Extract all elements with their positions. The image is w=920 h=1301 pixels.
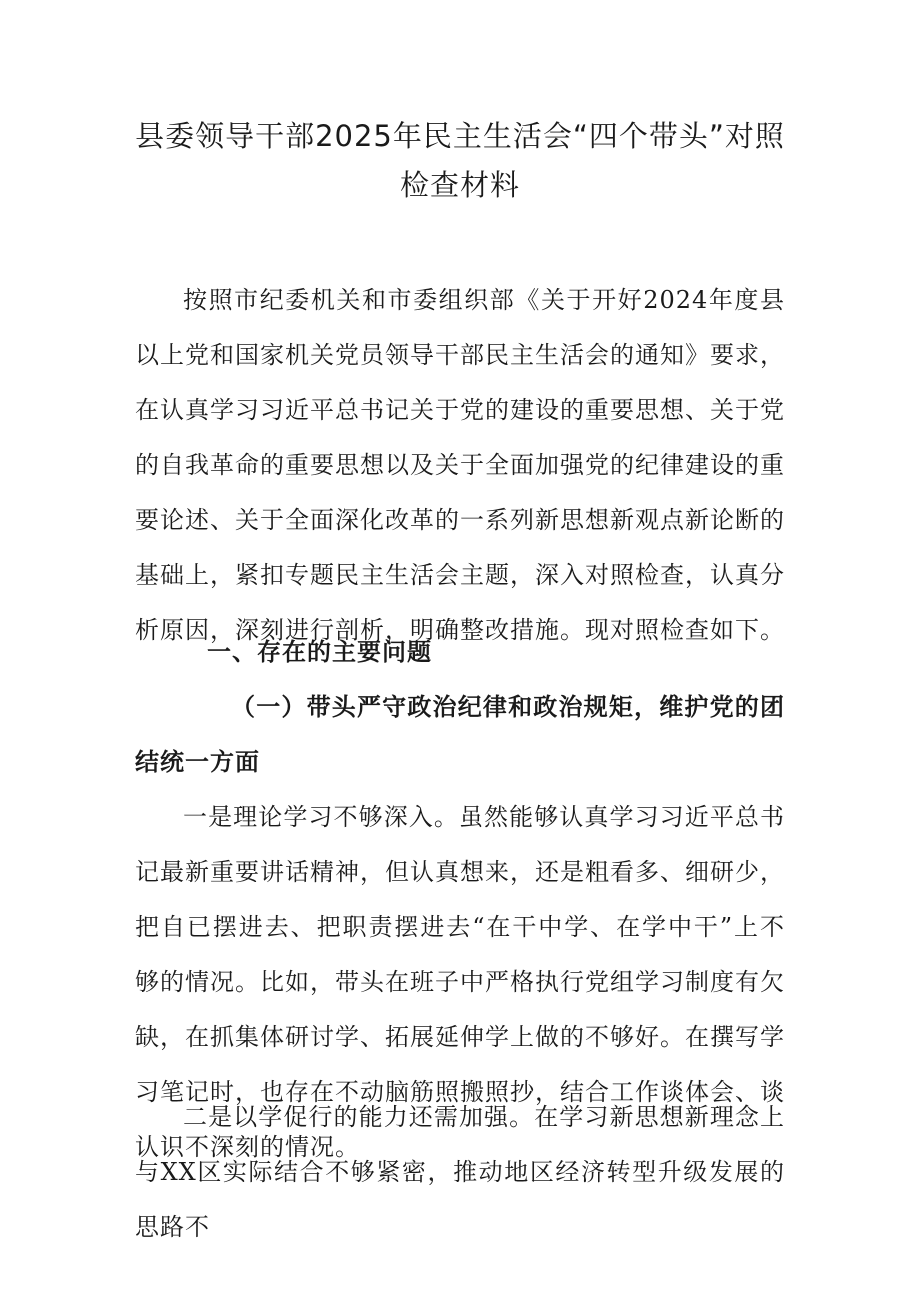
subsection-heading: （一）带头严守政治纪律和政治规矩，维护党的团结统一方面	[135, 693, 785, 776]
document-title-line-2: 检查材料	[399, 168, 520, 202]
section-heading: 一、存在的主要问题	[207, 638, 432, 666]
intro-paragraph: 按照市纪委机关和市委组织部《关于开好2024年度县以上党和国家机关党员领导干部民主生活会的通知》要求，在认真学习习近平总书记关于党的建设的重要思想、关于党的自我革命的重要思想以及关于全面加强党的纪律建设的重要论述、关于全面深化改革的一系列新思想新观点新论断的基础上，紧扣专题民主生活会主题，深入对照检查，认真分析原因，深刻进行剖析，明确整改措施。现对照检查如下。	[135, 286, 785, 644]
document-title-line-1: 县委领导干部2025年民主生活会“四个带头”对照	[135, 119, 785, 153]
body-paragraph-1: 一是理论学习不够深入。虽然能够认真学习习近平总书记最新重要讲话精神，但认真想来，还是粗看多、细研少，把自已摆进去、把职责摆进去“在干中学、在学中干”上不够的情况。比如，带头在班子中严格执行党组学习制度有欠缺，在抓集体研讨学、拓展延伸学上做的不够好。在撰写学习笔记时，也存在不动脑筋照搬照抄，结合工作谈体会、谈认识不深刻的情况。	[135, 803, 785, 1161]
body-paragraph-2: 二是以学促行的能力还需加强。在学习新思想新理念上与XX区实际结合不够紧密，推动地区经济转型升级发展的思路不	[135, 1103, 785, 1241]
